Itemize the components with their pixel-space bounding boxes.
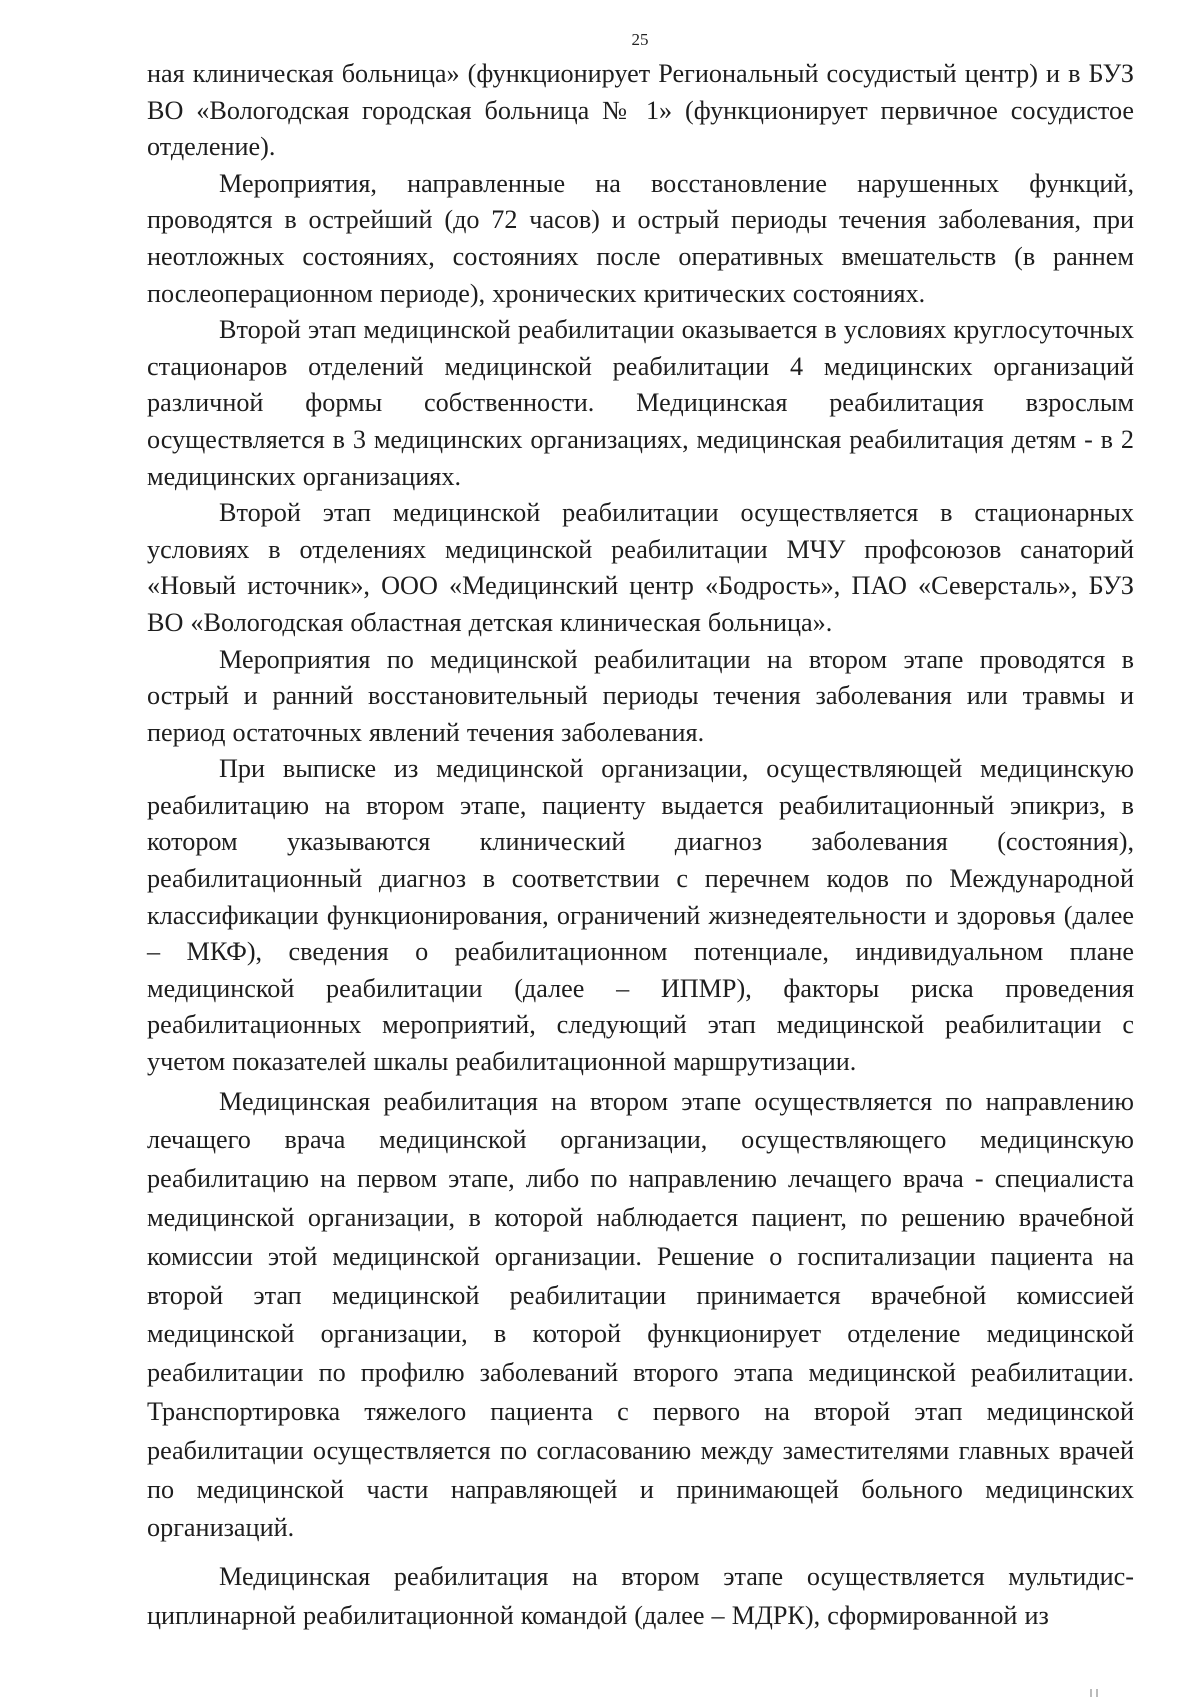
scan-artifact-icon: [1083, 1687, 1105, 1697]
paragraph: Второй этап медицинской реабилитации оказывается в условиях круглосуточных стационаров отделений медицинской реабилитации 4 медицинских организаций различной формы собственности. Медицинская реабилитация взрослым осуществляется в 3 медицинских организациях, медицинская реабилитация детям - в 2 медицинских организациях.: [147, 315, 1134, 491]
document-body: [147, 56, 1134, 1636]
paragraph: Медицинская реабилитация на втором этапе осуществляется по направлению лечащего врача медицинской организации, осуществляющего медицинскую реабилитацию на первом этапе, либо по направлению лечащего врача - специалиста медицинской организации, в которой наблюдается пациент, по решению врачебной комиссии этой медицинской организации. Решение о госпитализации пациента на второй этап медицинской реабилитации принимается врачебной комиссией медицинской организации, в которой функционирует отделение медицинской реабилитации по профилю заболеваний второго этапа медицинской реабилитации. Транспортировка тяжелого пациента с первого на второй этап медицинской реабилитации осуществляется по согласованию между заместителями главных врачей по медицинской части направляющей и принимающей больного медицинских организаций.: [147, 1086, 1134, 1543]
paragraph: Мероприятия по медицинской реабилитации на втором этапе проводятся в острый и ранний восстановительный периоды течения заболевания или травмы и период остаточных явлений течения заболевания.: [147, 644, 1134, 747]
paragraph: Мероприятия, направленные на восстановление нарушенных функций, проводятся в острейший (до 72 часов) и острый периоды течения заболевания, при неотложных состояниях, состояниях после оперативных вмешательств (в раннем послеоперационном периоде), хронических критических состояниях.: [147, 168, 1134, 308]
paragraph-continuation: ная клиническая больница» (функционирует Региональный сосудистый центр) и в БУЗ ВО «Вологодская городская больница № 1» (функционирует первичное сосудистое отделение).: [147, 59, 1134, 162]
paragraph: Медицинская реабилитация на втором этапе осуществляется мультидисциплинарной реабилитационной командой (далее – МДРК), сформированной из: [147, 1562, 1134, 1630]
paragraph: При выписке из медицинской организации, осуществляющей медицинскую реабилитацию на втором этапе, пациенту выдается реабилитационный эпикриз, в котором указываются клинический диагноз заболевания (состояния), реабилитационный диагноз в соответствии с перечнем кодов по Международной классификации функционирования, ограничений жизнедеятельности и здоровья (далее – МКФ), сведения о реабилитационном потенциале, индивидуальном плане медицинской реабилитации (далее – ИПМР), факторы риска проведения реабилитационных мероприятий, следующий этап медицинской реабилитации с учетом показателей шкалы реабилитационной маршрутизации.: [147, 754, 1134, 1077]
page-number: 25: [631, 30, 649, 49]
paragraph: Второй этап медицинской реабилитации осуществляется в стационарных условиях в отделениях медицинской реабилитации МЧУ профсоюзов санаторий «Новый источник», ООО «Медицинский центр «Бодрость», ПАО «Северсталь», БУЗ ВО «Вологодская областная детская клиническая больница».: [147, 498, 1134, 637]
scan-corner-mark: [1083, 1687, 1105, 1697]
